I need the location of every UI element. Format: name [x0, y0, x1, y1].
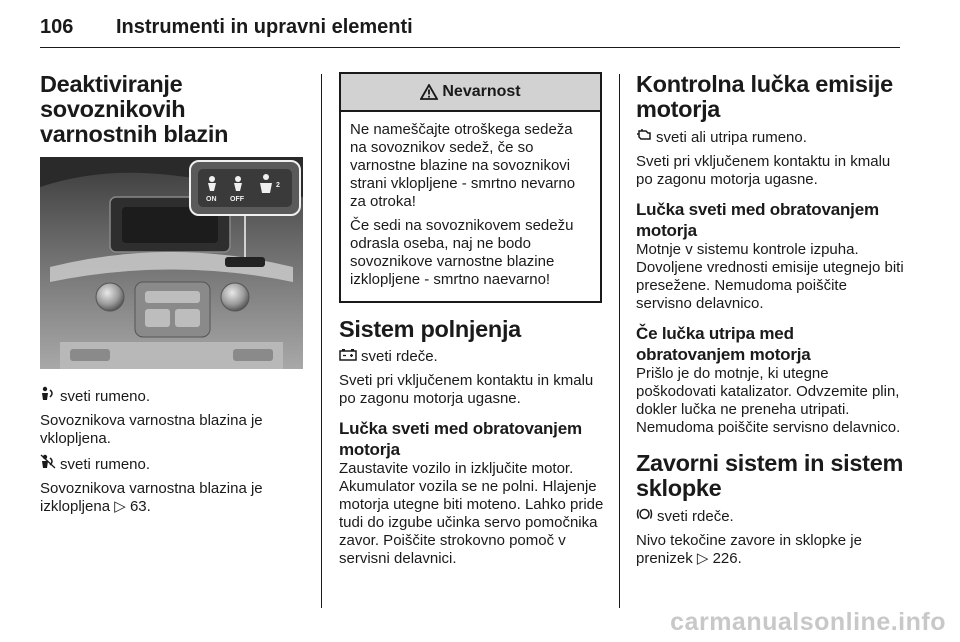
photo-on-label: ON [206, 196, 217, 203]
brake-text: Nivo tekočine zavore in sklopke je prenizek [636, 532, 862, 567]
brake-clutch-heading: Zavorni sistem in sistem sklopke [636, 450, 904, 501]
airbag-on-lamp-text: sveti rumeno. [60, 388, 151, 405]
charging-text-2: Zaustavite vozilo in izključite motor. Akumulator vozila se ne polni. Hlajenje motorja utegne biti moteno. Lahko pride tudi do izgube učinka servo pomočnika zavor. Poiščite strokovno pomoč v servisni delavnici. [339, 460, 604, 567]
emission-text-3: Prišlo je do motnje, ki utegne poškodovati katalizator. Odvzemite plin, dokler lučka ne preneha utripati. Nemudoma poiščite servisno delavnico. [636, 365, 901, 436]
emission-text-2: Motnje v sistemu kontrole izpuha. Dovoljene vrednosti emisije utegnejo biti presežene. Nemudoma poiščite servisno delavnico. [636, 241, 904, 312]
emission-lamp-text: sveti ali utripa rumeno. [656, 129, 807, 146]
column-divider [321, 74, 322, 608]
emission-text-1: Sveti pri vključenem kontaktu in kmalu po zagonu motorja ugasne. [636, 153, 891, 188]
battery-icon [339, 348, 357, 366]
engine-check-icon [636, 128, 652, 147]
emission-lamp-line [636, 128, 906, 147]
warning-triangle-icon [420, 84, 438, 100]
charging-system-heading: Sistem polnjenja [339, 316, 521, 342]
airbag-on-text: Sovoznikova varnostna blazina je vklopljena. [40, 412, 263, 447]
charging-lamp-line [339, 348, 604, 366]
emission-subhead-1: Lučka sveti med obratovanjem motorja [636, 200, 879, 240]
watermark: carmanualsonline.info [670, 608, 946, 636]
brake-lamp-text: sveti rdeče. [657, 508, 734, 525]
brake-text-line [636, 532, 906, 568]
airbag-off-page-ref[interactable]: 63. [129, 498, 151, 515]
charging-subhead: Lučka sveti med obratovanjem motorja [339, 419, 582, 459]
svg-text:2: 2 [276, 182, 280, 189]
column-engine-emission [636, 72, 906, 574]
page-ref-arrow-icon: ▷ [114, 498, 126, 515]
page-number: 106 [40, 16, 74, 38]
page-ref-arrow-icon: ▷ [696, 550, 709, 567]
charging-text-1: Sveti pri vključenem kontaktu in kmalu po zagonu motorja ugasne. [339, 372, 594, 407]
emission-subhead-2: Če lučka utripa med obratovanjem motorja [636, 324, 811, 364]
airbag-off-text: Sovoznikova varnostna blazina je izklopljena [40, 480, 263, 515]
danger-warning-text-2: Če sedi na sovoznikovem sedežu odrasla oseba, naj ne bodo sovoznikove varnostne blazine izklopljene - smrtno naevarno! [350, 217, 574, 288]
danger-warning-box [339, 72, 602, 303]
page-header [40, 14, 900, 48]
airbag-off-icon [40, 454, 56, 474]
airbag-off-text-line [40, 480, 308, 516]
airbag-deactivation-heading: Deaktiviranje sovoznikovih varnostnih blazin [40, 71, 229, 147]
section-title: Instrumenti in upravni elementi [116, 16, 413, 38]
dashboard-photo [40, 157, 303, 369]
airbag-on-icon [40, 386, 56, 406]
brake-warning-icon [636, 507, 653, 526]
danger-warning-text-1: Ne nameščajte otroškega sedeža na sovoznikov sedež, če so varnostne blazine na sovoznikovi strani vklopljene - smrtno nevarno za otroka! [350, 121, 576, 210]
column-charging-system [339, 72, 604, 574]
danger-warning-title: Nevarnost [442, 83, 521, 100]
column-airbag-deactivation [40, 72, 308, 522]
column-divider [619, 74, 620, 608]
airbag-off-lamp-text: sveti rumeno. [60, 456, 151, 473]
photo-off-label: OFF [230, 196, 244, 203]
danger-warning-header [341, 74, 600, 112]
charging-lamp-text: sveti rdeče. [361, 348, 438, 365]
airbag-on-lamp-line [40, 386, 308, 406]
brake-page-ref[interactable]: 226. [712, 550, 742, 567]
engine-emission-heading: Kontrolna lučka emisije motorja [636, 71, 893, 122]
brake-lamp-line [636, 507, 906, 526]
airbag-off-lamp-line [40, 454, 308, 474]
